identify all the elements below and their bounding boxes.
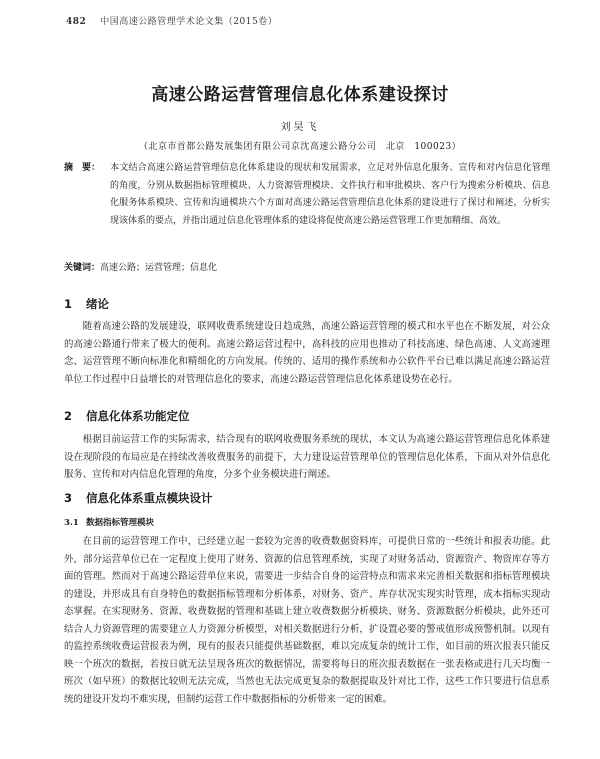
section-number: 1 (64, 297, 73, 311)
section-number: 3 (64, 491, 73, 505)
section-number: 2 (64, 409, 73, 423)
journal-name: 中国高速公路管理学术论文集（2015卷） (100, 17, 278, 27)
paper-title: 高速公路运营管理信息化体系建设探讨 (151, 85, 449, 105)
keywords-label: 关键词： (64, 263, 101, 273)
section-heading-3 (64, 490, 213, 506)
subsection-3-1-paragraph: 在目前的运营管理工作中，已经建立起一套较为完善的收费数据资料库，可提供日常的一些统计和报表功能。此外，部分运营单位已在一定程度上使用了财务、资源的信息管理系统，实现了对财务活动、资源资产、物资库存等方面的管理。然而对于高速公路运营单位来说，需要进一步结合自身的运营特点和需求来完善相关数据和指标管理模块的建设，并形成具有自身特色的数据指标管理和分析体系，对财务、资产、库存状况实现实时管理，成本指标实现动态掌握。在实现财务、资源、收费数据的管理和基础上建立收费数据分析模块、财务、资源数据分析模块，此外还可结合人力资源管理的需要建立人力资源分析模型，对相关数据进行分析，扩设置必要的警戒值形成预警机制。以现有的监控系统收费运营报表为例，现有的报表只能提供基础数据，难以完成复杂的统计工作，如目前的班次报表只能反映一个班次的数据，若按日就无法呈现各班次的数据情况，需要将每日的班次报表数据在一张表格或进行几天均衡一班次（如早班）的数据比较则无法完成，当然也无法完成更复杂的数据提取及针对比工作，这些工作只要进行信息系统的建设开发均不难实现，但制约运营工作中数据指标的分析带来一定的困难。 (64, 536, 550, 705)
section-1-paragraph: 随着高速公路的发展建设，联网收费系统建设日趋成熟，高速公路运营管理的模式和水平也在不断发展，对公众的高速公路通行带来了极大的便利。高速公路运营过程中，高科技的应用也推动了科技高速、绿色高速、人文高速理念、运营管理不断向标准化和精细化的方向发展。传统的、适用的操作系统和办公软件平台已难以满足高速公路运营单位工作过程中日益增长的对管理信息化的要求，高速公路运营管理信息化体系建设势在必行。 (64, 321, 550, 385)
section-2-paragraph: 根据目前运营工作的实际需求，结合现有的联网收费服务系统的现状，本文认为高速公路运营管理信息化体系建设在现阶段的布局应是在持续改善收费服务的前提下，大力建设运营管理单位的管理信息化体系，下面从对外信息化服务、宣传和对内信息化管理的角度，分多个业务模块进行阐述。 (64, 434, 550, 480)
page-number: 482 (66, 17, 87, 27)
running-head (66, 14, 546, 27)
abstract (64, 160, 550, 230)
author-name: 刘昊飞 (280, 122, 320, 133)
section-heading-1 (64, 296, 109, 312)
section-title: 绪论 (86, 297, 109, 311)
subsection-title: 数据指标管理模块 (86, 518, 155, 528)
subsection-heading-3-1 (64, 516, 154, 528)
section-heading-2 (64, 408, 190, 424)
section-title: 信息化体系重点模块设计 (86, 491, 213, 505)
keywords (64, 260, 550, 273)
keywords-text: 高速公路；运营管理；信息化 (100, 263, 218, 273)
abstract-text: 本文结合高速公路运营管理信息化体系建设的现状和发展需求，立足对外信息化服务、宣传和对内信息化管理的角度，分别从数据指标管理模块、人力资源管理模块、文件执行和审批模块、客户行为搜索分析模块、信息化服务体系模块、宣传和沟通模块六个方面对高速公路运营管理信息化体系的建设进行了探讨和阐述，分析实现该体系的要点，并指出通过信息化管理体系的建设将促使高速公路运营管理工作更加精细、高效。 (110, 163, 550, 226)
abstract-label: 摘 要： (64, 163, 101, 173)
author-affiliation: （北京市首都公路发展集团有限公司京沈高速公路分公司 北京 100023） (138, 142, 462, 152)
subsection-number: 3.1 (64, 518, 79, 528)
section-title: 信息化体系功能定位 (86, 409, 190, 423)
